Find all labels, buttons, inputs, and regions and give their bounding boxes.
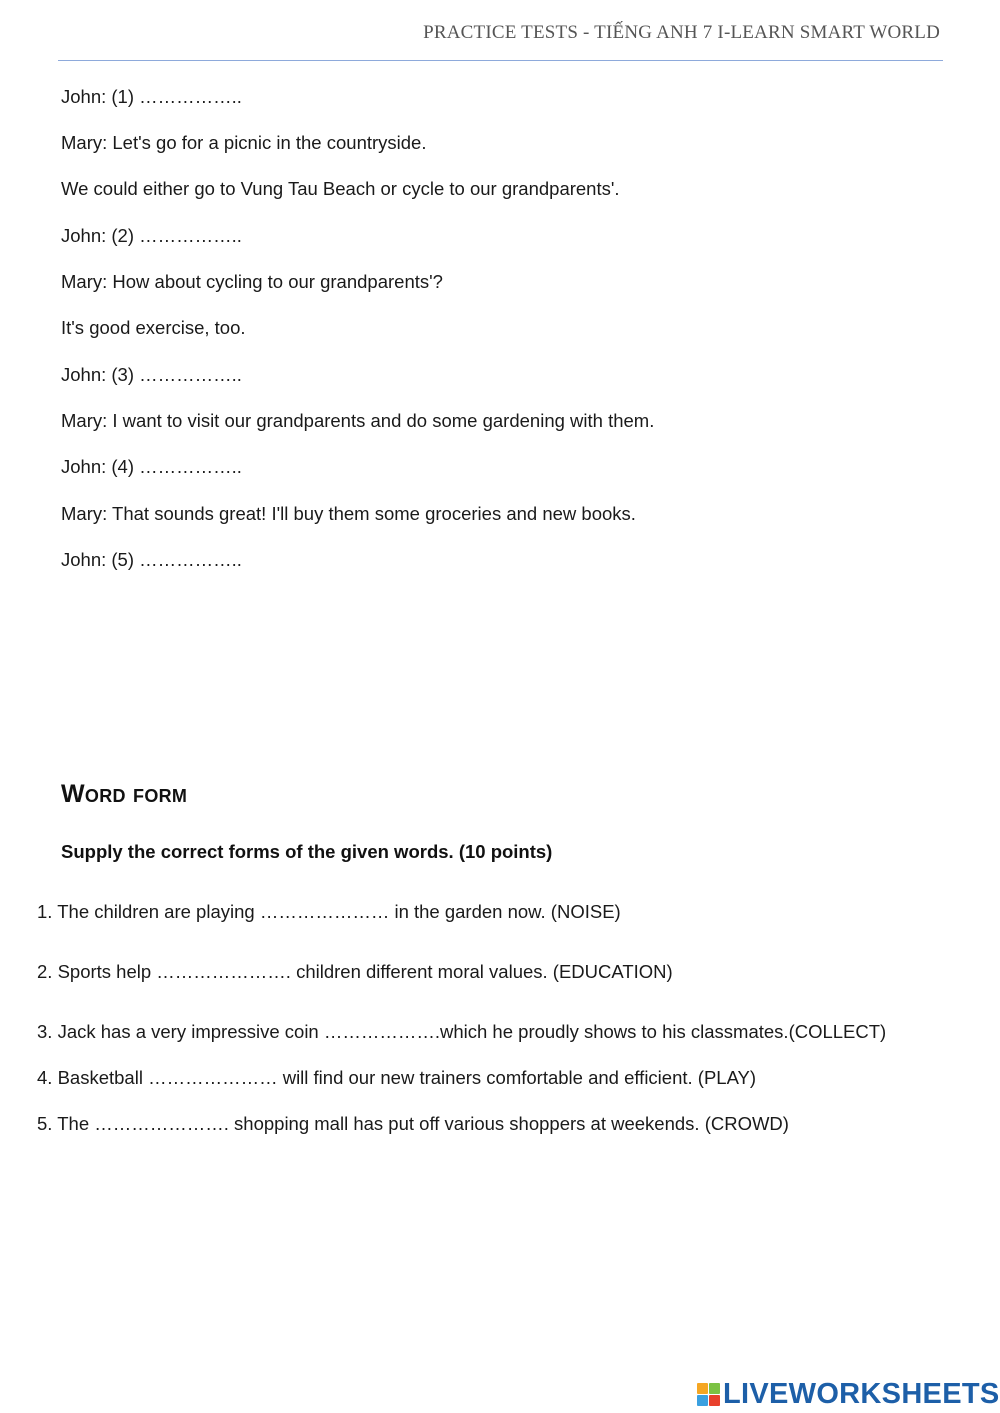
question-item: 3. Jack has a very impressive coin ……………….which he proudly shows to his classmates.(COLLECT) [37, 1021, 887, 1042]
liveworksheets-logo[interactable] [697, 1377, 1000, 1411]
dialogue-line: John: (5) …………….. [61, 549, 242, 570]
dialogue-line: Mary: Let's go for a picnic in the countryside. [61, 132, 427, 153]
question-item: 4. Basketball ………………… will find our new trainers comfortable and efficient. (PLAY) [37, 1067, 757, 1088]
dialogue-line: Mary: That sounds great! I'll buy them some groceries and new books. [61, 503, 636, 524]
logo-text: LIVEWORKSHEETS [723, 1377, 1000, 1410]
dialogue-line: Mary: I want to visit our grandparents and do some gardening with them. [61, 410, 655, 431]
question-item: 2. Sports help …………………. children different moral values. (EDUCATION) [37, 961, 673, 982]
logo-square [697, 1383, 708, 1394]
section-title: Word form [61, 780, 188, 808]
header-divider [58, 60, 943, 61]
question-item: 5. The …………………. shopping mall has put off various shoppers at weekends. (CROWD) [37, 1113, 789, 1134]
dialogue-line: John: (2) …………….. [61, 225, 242, 246]
logo-square [709, 1383, 720, 1394]
dialogue-line: Mary: How about cycling to our grandparents'? [61, 271, 443, 292]
dialogue-line: John: (4) …………….. [61, 456, 242, 477]
dialogue-line: John: (3) …………….. [61, 364, 242, 385]
dialogue-line: It's good exercise, too. [61, 317, 246, 338]
logo-square [709, 1395, 720, 1406]
page-header: PRACTICE TESTS - TIẾNG ANH 7 I-LEARN SMART WORLD [423, 22, 940, 43]
instruction: Supply the correct forms of the given words. (10 points) [61, 841, 553, 862]
logo-mark-icon [697, 1383, 720, 1406]
question-item: 1. The children are playing ………………… in the garden now. (NOISE) [37, 901, 621, 922]
dialogue-line: We could either go to Vung Tau Beach or cycle to our grandparents'. [61, 178, 620, 199]
logo-square [697, 1395, 708, 1406]
dialogue-line: John: (1) …………….. [61, 86, 242, 107]
